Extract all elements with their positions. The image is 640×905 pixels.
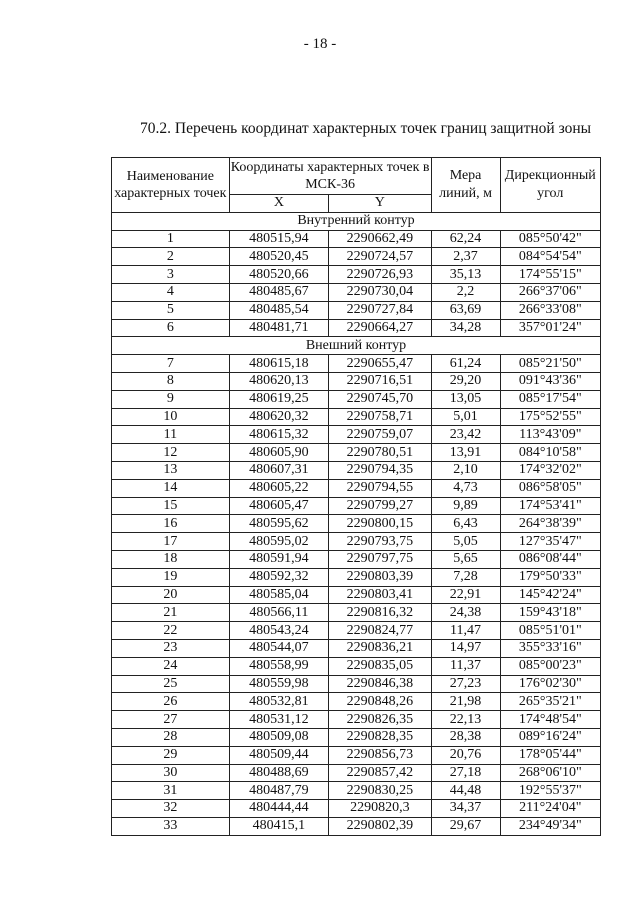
y-coordinate-cell: 2290800,15 xyxy=(329,515,431,533)
y-coordinate-cell: 2290797,75 xyxy=(329,550,431,568)
y-coordinate-cell: 2290857,42 xyxy=(329,764,431,782)
x-coordinate-cell: 480487,79 xyxy=(229,782,328,800)
measure-cell: 5,65 xyxy=(431,550,500,568)
y-coordinate-cell: 2290848,26 xyxy=(329,693,431,711)
table-row xyxy=(112,800,601,818)
y-coordinate-cell: 2290820,3 xyxy=(329,800,431,818)
x-coordinate-cell: 480532,81 xyxy=(229,693,328,711)
measure-cell: 61,24 xyxy=(431,355,500,373)
point-number-cell: 5 xyxy=(112,301,230,319)
angle-cell: 085°51'01" xyxy=(500,622,600,640)
table-row xyxy=(112,444,601,462)
point-number-cell: 19 xyxy=(112,568,230,586)
angle-cell: 159°43'18" xyxy=(500,604,600,622)
measure-cell: 29,20 xyxy=(431,372,500,390)
x-coordinate-cell: 480481,71 xyxy=(229,319,328,337)
y-coordinate-cell: 2290828,35 xyxy=(329,728,431,746)
point-number-cell: 27 xyxy=(112,711,230,729)
header-coordinates: Координаты характерных точек в МСК-36 xyxy=(229,158,431,195)
measure-cell: 22,13 xyxy=(431,711,500,729)
measure-cell: 35,13 xyxy=(431,266,500,284)
angle-cell: 127°35'47" xyxy=(500,533,600,551)
x-coordinate-cell: 480520,66 xyxy=(229,266,328,284)
table-row xyxy=(112,301,601,319)
point-number-cell: 26 xyxy=(112,693,230,711)
y-coordinate-cell: 2290724,57 xyxy=(329,248,431,266)
point-number-cell: 16 xyxy=(112,515,230,533)
point-number-cell: 12 xyxy=(112,444,230,462)
angle-cell: 178°05'44" xyxy=(500,746,600,764)
table-row xyxy=(112,550,601,568)
table-row xyxy=(112,248,601,266)
point-number-cell: 15 xyxy=(112,497,230,515)
table-row xyxy=(112,230,601,248)
measure-cell: 11,47 xyxy=(431,622,500,640)
angle-cell: 084°10'58" xyxy=(500,444,600,462)
angle-cell: 085°00'23" xyxy=(500,657,600,675)
table-row xyxy=(112,426,601,444)
y-coordinate-cell: 2290799,27 xyxy=(329,497,431,515)
x-coordinate-cell: 480509,44 xyxy=(229,746,328,764)
x-coordinate-cell: 480415,1 xyxy=(229,817,328,835)
section-header-row xyxy=(112,337,601,355)
point-number-cell: 3 xyxy=(112,266,230,284)
angle-cell: 357°01'24" xyxy=(500,319,600,337)
measure-cell: 34,28 xyxy=(431,319,500,337)
measure-cell: 2,37 xyxy=(431,248,500,266)
angle-cell: 174°48'54" xyxy=(500,711,600,729)
measure-cell: 63,69 xyxy=(431,301,500,319)
table-row xyxy=(112,693,601,711)
angle-cell: 179°50'33" xyxy=(500,568,600,586)
point-number-cell: 21 xyxy=(112,604,230,622)
table-row xyxy=(112,586,601,604)
y-coordinate-cell: 2290816,32 xyxy=(329,604,431,622)
angle-cell: 085°50'42" xyxy=(500,230,600,248)
angle-cell: 268°06'10" xyxy=(500,764,600,782)
angle-cell: 211°24'04" xyxy=(500,800,600,818)
measure-cell: 14,97 xyxy=(431,639,500,657)
angle-cell: 266°33'08" xyxy=(500,301,600,319)
table-row xyxy=(112,533,601,551)
measure-cell: 5,01 xyxy=(431,408,500,426)
x-coordinate-cell: 480605,47 xyxy=(229,497,328,515)
point-number-cell: 20 xyxy=(112,586,230,604)
y-coordinate-cell: 2290846,38 xyxy=(329,675,431,693)
angle-cell: 176°02'30" xyxy=(500,675,600,693)
point-number-cell: 4 xyxy=(112,283,230,301)
table-row xyxy=(112,711,601,729)
x-coordinate-cell: 480595,62 xyxy=(229,515,328,533)
measure-cell: 9,89 xyxy=(431,497,500,515)
y-coordinate-cell: 2290826,35 xyxy=(329,711,431,729)
table-row xyxy=(112,604,601,622)
angle-cell: 174°32'02" xyxy=(500,461,600,479)
x-coordinate-cell: 480591,94 xyxy=(229,550,328,568)
measure-cell: 21,98 xyxy=(431,693,500,711)
y-coordinate-cell: 2290794,35 xyxy=(329,461,431,479)
table-row xyxy=(112,657,601,675)
y-coordinate-cell: 2290802,39 xyxy=(329,817,431,835)
y-coordinate-cell: 2290662,49 xyxy=(329,230,431,248)
x-coordinate-cell: 480607,31 xyxy=(229,461,328,479)
x-coordinate-cell: 480595,02 xyxy=(229,533,328,551)
header-measure: Мера линий, м xyxy=(431,158,500,213)
table-row xyxy=(112,408,601,426)
table-row xyxy=(112,817,601,835)
section-title: Внутренний контур xyxy=(112,212,601,230)
point-number-cell: 7 xyxy=(112,355,230,373)
x-coordinate-cell: 480544,07 xyxy=(229,639,328,657)
angle-cell: 265°35'21" xyxy=(500,693,600,711)
point-number-cell: 31 xyxy=(112,782,230,800)
table-row xyxy=(112,372,601,390)
point-number-cell: 18 xyxy=(112,550,230,568)
point-number-cell: 2 xyxy=(112,248,230,266)
table-row xyxy=(112,746,601,764)
y-coordinate-cell: 2290856,73 xyxy=(329,746,431,764)
point-number-cell: 10 xyxy=(112,408,230,426)
section-header-row xyxy=(112,212,601,230)
y-coordinate-cell: 2290716,51 xyxy=(329,372,431,390)
measure-cell: 13,91 xyxy=(431,444,500,462)
x-coordinate-cell: 480620,32 xyxy=(229,408,328,426)
angle-cell: 266°37'06" xyxy=(500,283,600,301)
x-coordinate-cell: 480558,99 xyxy=(229,657,328,675)
table-row xyxy=(112,764,601,782)
y-coordinate-cell: 2290664,27 xyxy=(329,319,431,337)
y-coordinate-cell: 2290726,93 xyxy=(329,266,431,284)
angle-cell: 174°55'15" xyxy=(500,266,600,284)
measure-cell: 20,76 xyxy=(431,746,500,764)
y-coordinate-cell: 2290655,47 xyxy=(329,355,431,373)
point-number-cell: 13 xyxy=(112,461,230,479)
table-row xyxy=(112,568,601,586)
y-coordinate-cell: 2290730,04 xyxy=(329,283,431,301)
y-coordinate-cell: 2290727,84 xyxy=(329,301,431,319)
point-number-cell: 33 xyxy=(112,817,230,835)
x-coordinate-cell: 480615,18 xyxy=(229,355,328,373)
y-coordinate-cell: 2290835,05 xyxy=(329,657,431,675)
page-number: - 18 - xyxy=(303,36,337,52)
point-number-cell: 1 xyxy=(112,230,230,248)
angle-cell: 264°38'39" xyxy=(500,515,600,533)
angle-cell: 085°21'50" xyxy=(500,355,600,373)
angle-cell: 145°42'24" xyxy=(500,586,600,604)
angle-cell: 091°43'36" xyxy=(500,372,600,390)
measure-cell: 23,42 xyxy=(431,426,500,444)
x-coordinate-cell: 480515,94 xyxy=(229,230,328,248)
angle-cell: 089°16'24" xyxy=(500,728,600,746)
table-row xyxy=(112,497,601,515)
y-coordinate-cell: 2290830,25 xyxy=(329,782,431,800)
x-coordinate-cell: 480485,54 xyxy=(229,301,328,319)
angle-cell: 086°58'05" xyxy=(500,479,600,497)
measure-cell: 6,43 xyxy=(431,515,500,533)
x-coordinate-cell: 480566,11 xyxy=(229,604,328,622)
table-row xyxy=(112,782,601,800)
y-coordinate-cell: 2290836,21 xyxy=(329,639,431,657)
angle-cell: 175°52'55" xyxy=(500,408,600,426)
point-number-cell: 11 xyxy=(112,426,230,444)
point-number-cell: 25 xyxy=(112,675,230,693)
x-coordinate-cell: 480520,45 xyxy=(229,248,328,266)
y-coordinate-cell: 2290794,55 xyxy=(329,479,431,497)
point-number-cell: 14 xyxy=(112,479,230,497)
header-x: X xyxy=(229,195,328,213)
measure-cell: 34,37 xyxy=(431,800,500,818)
angle-cell: 084°54'54" xyxy=(500,248,600,266)
angle-cell: 174°53'41" xyxy=(500,497,600,515)
x-coordinate-cell: 480509,08 xyxy=(229,728,328,746)
angle-cell: 355°33'16" xyxy=(500,639,600,657)
x-coordinate-cell: 480605,22 xyxy=(229,479,328,497)
angle-cell: 086°08'44" xyxy=(500,550,600,568)
table-row xyxy=(112,319,601,337)
point-number-cell: 29 xyxy=(112,746,230,764)
point-number-cell: 30 xyxy=(112,764,230,782)
header-angle: Дирекционный угол xyxy=(500,158,600,213)
coordinates-table xyxy=(111,157,601,836)
point-number-cell: 28 xyxy=(112,728,230,746)
measure-cell: 27,23 xyxy=(431,675,500,693)
table-row xyxy=(112,355,601,373)
point-number-cell: 32 xyxy=(112,800,230,818)
x-coordinate-cell: 480444,44 xyxy=(229,800,328,818)
y-coordinate-cell: 2290759,07 xyxy=(329,426,431,444)
measure-cell: 28,38 xyxy=(431,728,500,746)
point-number-cell: 23 xyxy=(112,639,230,657)
x-coordinate-cell: 480559,98 xyxy=(229,675,328,693)
y-coordinate-cell: 2290803,39 xyxy=(329,568,431,586)
y-coordinate-cell: 2290780,51 xyxy=(329,444,431,462)
table-row xyxy=(112,622,601,640)
measure-cell: 27,18 xyxy=(431,764,500,782)
point-number-cell: 6 xyxy=(112,319,230,337)
measure-cell: 11,37 xyxy=(431,657,500,675)
measure-cell: 29,67 xyxy=(431,817,500,835)
measure-cell: 2,2 xyxy=(431,283,500,301)
document-title: 70.2. Перечень координат характерных точек границ защитной зоны xyxy=(140,120,592,137)
table-row xyxy=(112,515,601,533)
measure-cell: 24,38 xyxy=(431,604,500,622)
table-row xyxy=(112,266,601,284)
x-coordinate-cell: 480485,67 xyxy=(229,283,328,301)
y-coordinate-cell: 2290793,75 xyxy=(329,533,431,551)
measure-cell: 5,05 xyxy=(431,533,500,551)
angle-cell: 113°43'09" xyxy=(500,426,600,444)
x-coordinate-cell: 480585,04 xyxy=(229,586,328,604)
section-title: Внешний контур xyxy=(112,337,601,355)
table-row xyxy=(112,390,601,408)
measure-cell: 2,10 xyxy=(431,461,500,479)
x-coordinate-cell: 480619,25 xyxy=(229,390,328,408)
x-coordinate-cell: 480543,24 xyxy=(229,622,328,640)
y-coordinate-cell: 2290803,41 xyxy=(329,586,431,604)
table-row xyxy=(112,728,601,746)
measure-cell: 13,05 xyxy=(431,390,500,408)
table-row xyxy=(112,461,601,479)
table-row xyxy=(112,283,601,301)
point-number-cell: 24 xyxy=(112,657,230,675)
x-coordinate-cell: 480605,90 xyxy=(229,444,328,462)
x-coordinate-cell: 480531,12 xyxy=(229,711,328,729)
x-coordinate-cell: 480615,32 xyxy=(229,426,328,444)
point-number-cell: 9 xyxy=(112,390,230,408)
y-coordinate-cell: 2290745,70 xyxy=(329,390,431,408)
measure-cell: 7,28 xyxy=(431,568,500,586)
x-coordinate-cell: 480620,13 xyxy=(229,372,328,390)
header-y: Y xyxy=(329,195,431,213)
angle-cell: 234°49'34" xyxy=(500,817,600,835)
x-coordinate-cell: 480488,69 xyxy=(229,764,328,782)
table-row xyxy=(112,639,601,657)
angle-cell: 085°17'54" xyxy=(500,390,600,408)
measure-cell: 22,91 xyxy=(431,586,500,604)
point-number-cell: 17 xyxy=(112,533,230,551)
measure-cell: 44,48 xyxy=(431,782,500,800)
table-row xyxy=(112,479,601,497)
measure-cell: 4,73 xyxy=(431,479,500,497)
y-coordinate-cell: 2290758,71 xyxy=(329,408,431,426)
measure-cell: 62,24 xyxy=(431,230,500,248)
table-row xyxy=(112,675,601,693)
x-coordinate-cell: 480592,32 xyxy=(229,568,328,586)
point-number-cell: 22 xyxy=(112,622,230,640)
header-point-name: Наименование характерных точек xyxy=(112,158,230,213)
y-coordinate-cell: 2290824,77 xyxy=(329,622,431,640)
point-number-cell: 8 xyxy=(112,372,230,390)
angle-cell: 192°55'37" xyxy=(500,782,600,800)
